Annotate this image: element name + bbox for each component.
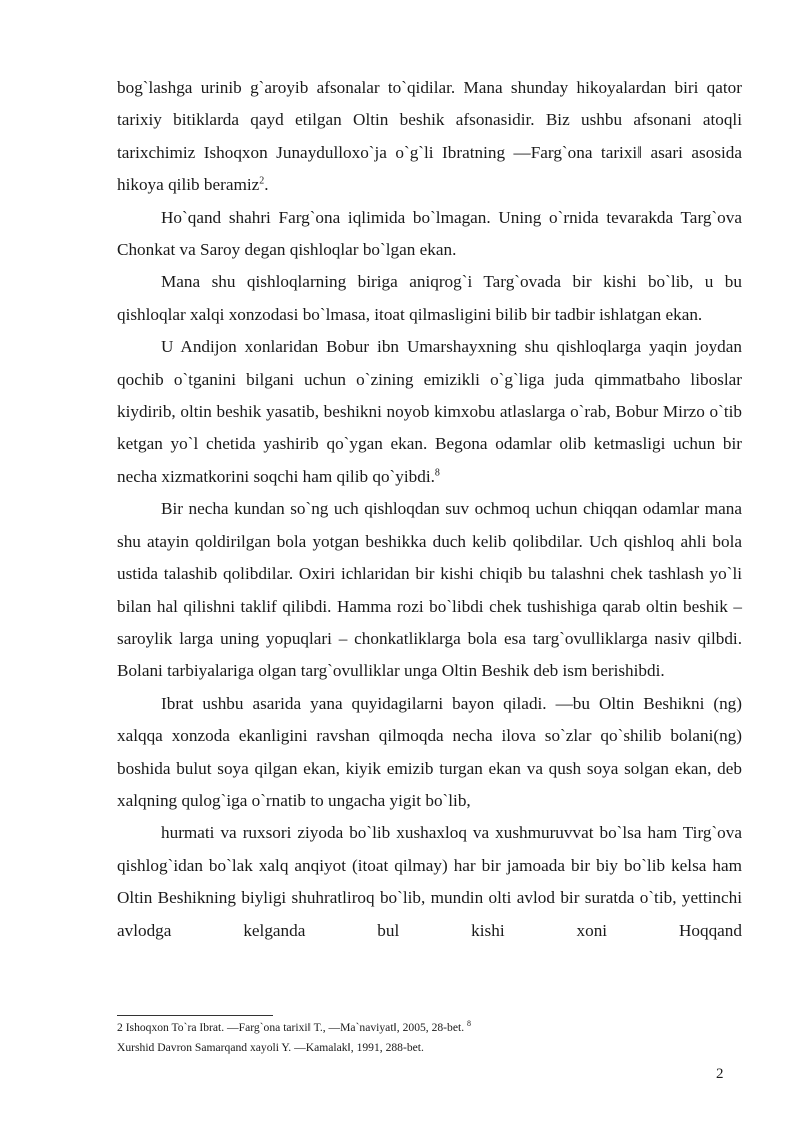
- footnote-ref-8: 8: [434, 467, 440, 479]
- paragraph-4: [117, 331, 742, 493]
- footnote-divider: [117, 1015, 273, 1016]
- footnote-2: Xurshid Davron Samarqand xayoli Y. ―Kamalak‖, 1991, 288-bet.: [117, 1041, 424, 1054]
- footnotes: [117, 1018, 742, 1058]
- paragraph-1-text: bog`lashga urinib g`aroyib afsonalar to`qidilar. Mana shunday hikoyalardan biri qator tarixiy bitiklarda qayd etilgan Oltin beshik afsonasidir. Biz ushbu afsonani atoqli tarixchimiz Ishoqxon Junaydulloxo`ja o`g`li Ibratning ―Farg`ona tarixi‖ asari asosida hikoya qilib beramiz: [117, 78, 742, 195]
- paragraph-2: Ho`qand shahri Farg`ona iqlimida bo`lmagan. Uning o`rnida tevarakda Targ`ova Chonkat va Saroy degan qishloqlar bo`lgan ekan.: [117, 207, 742, 260]
- page-number: 2: [716, 1066, 724, 1082]
- footnote-1: [117, 1018, 742, 1038]
- footnote-1-text: 2 Ishoqxon To`ra Ibrat. ―Farg`ona tarixi‖ T., ―Ma`naviyat‖, 2005, 28-bet.: [117, 1021, 465, 1034]
- paragraph-5: Bir necha kundan so`ng uch qishloqdan suv ochmoq uchun chiqqan odamlar mana shu atayin qoldirilgan bola yotgan beshikka duch kelib qolibdilar. Uch qishloq ahli bola ustida talashib qolibdilar. Oxiri ichlaridan bir kishi chiqib bu talashni chek tashlash yo`li bilan hal qilishni taklif qilibdi. Hamma rozi bo`libdi chek tushishiga qarab oltin beshik –saroylik larga uning yopuqlari – chonkatliklarga bola esa targ`ovulliklarga nasiv qilbdi. Bolani tarbiyalariga olgan targ`ovulliklar unga Oltin Beshik deb ism berishibdi.: [117, 499, 742, 681]
- paragraph-1: [117, 72, 742, 202]
- footnote-1-mark: 8: [467, 1019, 472, 1029]
- paragraph-4-text: U Andijon xonlaridan Bobur ibn Umarshayxning shu qishloqlarga yaqin joydan qochib o`tganini bilgani uchun o`zining emizikli o`g`liga juda qimmatbaho liboslar kiydirib, oltin beshik yasatib, beshikni noyob kimxobu atlaslarga o`rab, Bobur Mirzo o`tib ketgan yo`l chetida yashirib qo`ygan ekan. Begona odamlar olib ketmasligi uchun bir necha xizmatkorini soqchi ham qilib qo`yibdi.: [117, 337, 742, 486]
- paragraph-1-suffix: .: [264, 175, 269, 195]
- paragraph-6: Ibrat ushbu asarida yana quyidagilarni bayon qiladi. ―bu Oltin Beshikni (ng) xalqqa xonzoda ekanligini ravshan qilmoqda necha ilova so`zlar qo`shilib bolani(ng) boshida bulut soya qilgan ekan, kiyik emizib turgan ekan va qush soya solgan ekan, deb xalqning qulog`iga o`rnatib to ungacha yigit bo`lib,: [117, 693, 742, 810]
- paragraph-7: hurmati va ruxsori ziyoda bo`lib xushaxloq va xushmuruvvat bo`lsa ham Tirg`ova qishlog`idan bo`lak xalq anqiyot (itoat qilmay) har bir jamoada bir biy bo`lib kelsa ham Oltin Beshikning biyligi shuhratliroq bo`lib, mundin olti avlod bir suratda o`tib, yettinchi avlodga kelganda bul kishi xoni Hoqqand: [117, 823, 742, 940]
- paragraph-3: Mana shu qishloqlarning biriga aniqrog`i Targ`ovada bir kishi bo`lib, u bu qishloqlar xalqi xonzodasi bo`lmasa, itoat qilmasligini bilib bir tadbir ishlatgan ekan.: [117, 272, 742, 324]
- footnote-ref-2: 2: [259, 175, 265, 187]
- body-text: [117, 72, 742, 947]
